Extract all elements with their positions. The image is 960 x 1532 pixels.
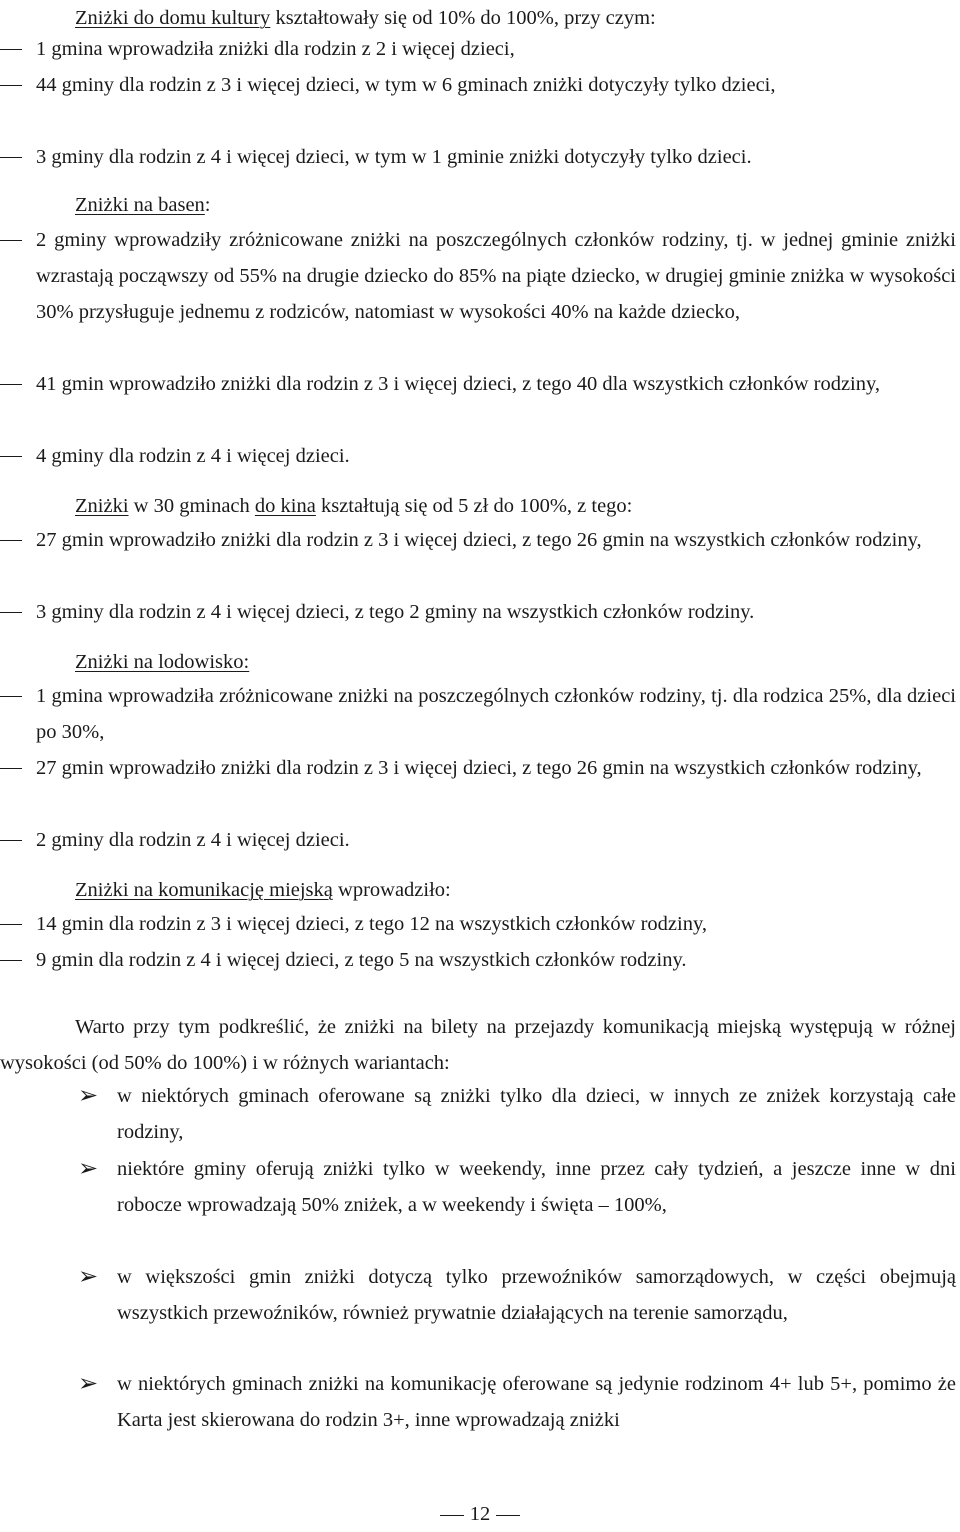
list-dash [0, 840, 22, 841]
bullet-item: w większości gmin zniżki dotyczą tylko przewoźników samorządowych, w części obejmują wszystkich przewoźników, również prywatnie działających na terenie samorządu, [117, 1266, 956, 1324]
list-dash [0, 85, 22, 86]
list-dash [0, 768, 22, 769]
heading-link: Zniżki do domu kultury [75, 7, 271, 29]
bullet-item: w niektórych gminach oferowane są zniżki tylko dla dzieci, w innych ze zniżek korzystają całe rodziny, [117, 1085, 956, 1143]
list-item: 1 gmina wprowadziła zniżki dla rodzin z 2 i więcej dzieci, [36, 38, 515, 60]
heading-text: kształtują się od 5 zł do 100%, z tego: [315, 495, 633, 517]
bullet-item: w niektórych gminach zniżki na komunikację oferowane są jedynie rodzinom 4+ lub 5+, pomimo że Karta jest skierowana do rodzin 3+, inne wprowadzają zniżki [117, 1373, 956, 1431]
list-item: 3 gminy dla rodzin z 4 i więcej dzieci, z tego 2 gminy na wszystkich członków rodziny. [36, 601, 755, 623]
list-item: 1 gmina wprowadziła zróżnicowane zniżki na poszczególnych członków rodziny, tj. dla rodzica 25%, dla dzieci po 30%, [36, 685, 956, 743]
arrow-bullet-icon: ➢ [78, 1156, 99, 1182]
list-item: 2 gminy dla rodzin z 4 i więcej dzieci. [36, 829, 350, 851]
list-dash [0, 49, 22, 50]
body-paragraph: Warto przy tym podkreślić, że zniżki na bilety na przejazdy komunikacją miejską występują w różnej wysokości (od 50% do 100%) i w różnych wariantach: [0, 1016, 956, 1074]
list-item: 44 gminy dla rodzin z 3 i więcej dzieci, w tym w 6 gminach zniżki dotyczyły tylko dzieci, [36, 74, 776, 96]
section-heading-kino [75, 488, 632, 524]
section-heading-lodowisko [75, 644, 249, 680]
list-dash [0, 924, 22, 925]
heading-text: w 30 gminach [128, 495, 255, 517]
footer-dash [496, 1515, 520, 1516]
list-dash [0, 157, 22, 158]
list-item: 4 gminy dla rodzin z 4 i więcej dzieci. [36, 445, 350, 467]
arrow-bullet-icon: ➢ [78, 1083, 99, 1109]
page-number: 12 [469, 1503, 491, 1525]
list-item: 41 gmin wprowadziło zniżki dla rodzin z 3 i więcej dzieci, z tego 40 dla wszystkich członków rodziny, [36, 373, 881, 395]
list-dash [0, 456, 22, 457]
list-dash [0, 960, 22, 961]
heading-text: kształtowały się od 10% do 100%, przy czym: [270, 7, 656, 29]
list-item: 3 gminy dla rodzin z 4 i więcej dzieci, w tym w 1 gminie zniżki dotyczyły tylko dzieci. [36, 146, 752, 168]
list-dash [0, 612, 22, 613]
page-footer [0, 1496, 960, 1532]
list-dash [0, 384, 22, 385]
bullet-item: niektóre gminy oferują zniżki tylko w weekendy, inne przez cały tydzień, a jeszcze inne w dni robocze wprowadzają 50% zniżek, a w weekendy i święta – 100%, [117, 1158, 956, 1216]
heading-link: Zniżki na komunikację miejską [75, 879, 333, 901]
arrow-bullet-icon: ➢ [78, 1264, 99, 1290]
arrow-bullet-icon: ➢ [78, 1371, 99, 1397]
heading-link: Zniżki [75, 495, 129, 517]
list-item: 27 gmin wprowadziło zniżki dla rodzin z 3 i więcej dzieci, z tego 26 gmin na wszystkich członków rodziny, [36, 757, 922, 779]
section-heading-basen [75, 187, 211, 223]
list-item: 27 gmin wprowadziło zniżki dla rodzin z 3 i więcej dzieci, z tego 26 gmin na wszystkich członków rodziny, [36, 529, 922, 551]
heading-link: Zniżki na basen [75, 194, 205, 216]
list-item: 2 gminy wprowadziły zróżnicowane zniżki na poszczególnych członków rodziny, tj. w jednej gminie zniżki wzrastają począwszy od 55% na drugie dziecko do 85% na piąte dziecko, w drugiej gminie zniżka w wysokości 30% przysługuje jednemu z rodziców, natomiast w wysokości 40% na każde dziecko, [36, 229, 956, 323]
list-item: 9 gmin dla rodzin z 4 i więcej dzieci, z tego 5 na wszystkich członków rodziny. [36, 949, 687, 971]
list-dash [0, 240, 22, 241]
heading-text: wprowadziło: [332, 879, 451, 901]
section-heading-komunikacja [75, 872, 451, 908]
list-dash [0, 540, 22, 541]
heading-link: Zniżki na lodowisko: [75, 651, 250, 673]
list-item: 14 gmin dla rodzin z 3 i więcej dzieci, z tego 12 na wszystkich członków rodziny, [36, 913, 707, 935]
heading-text: : [204, 194, 211, 216]
list-dash [0, 696, 22, 697]
heading-link: do kina [254, 495, 316, 517]
footer-dash [440, 1515, 464, 1516]
